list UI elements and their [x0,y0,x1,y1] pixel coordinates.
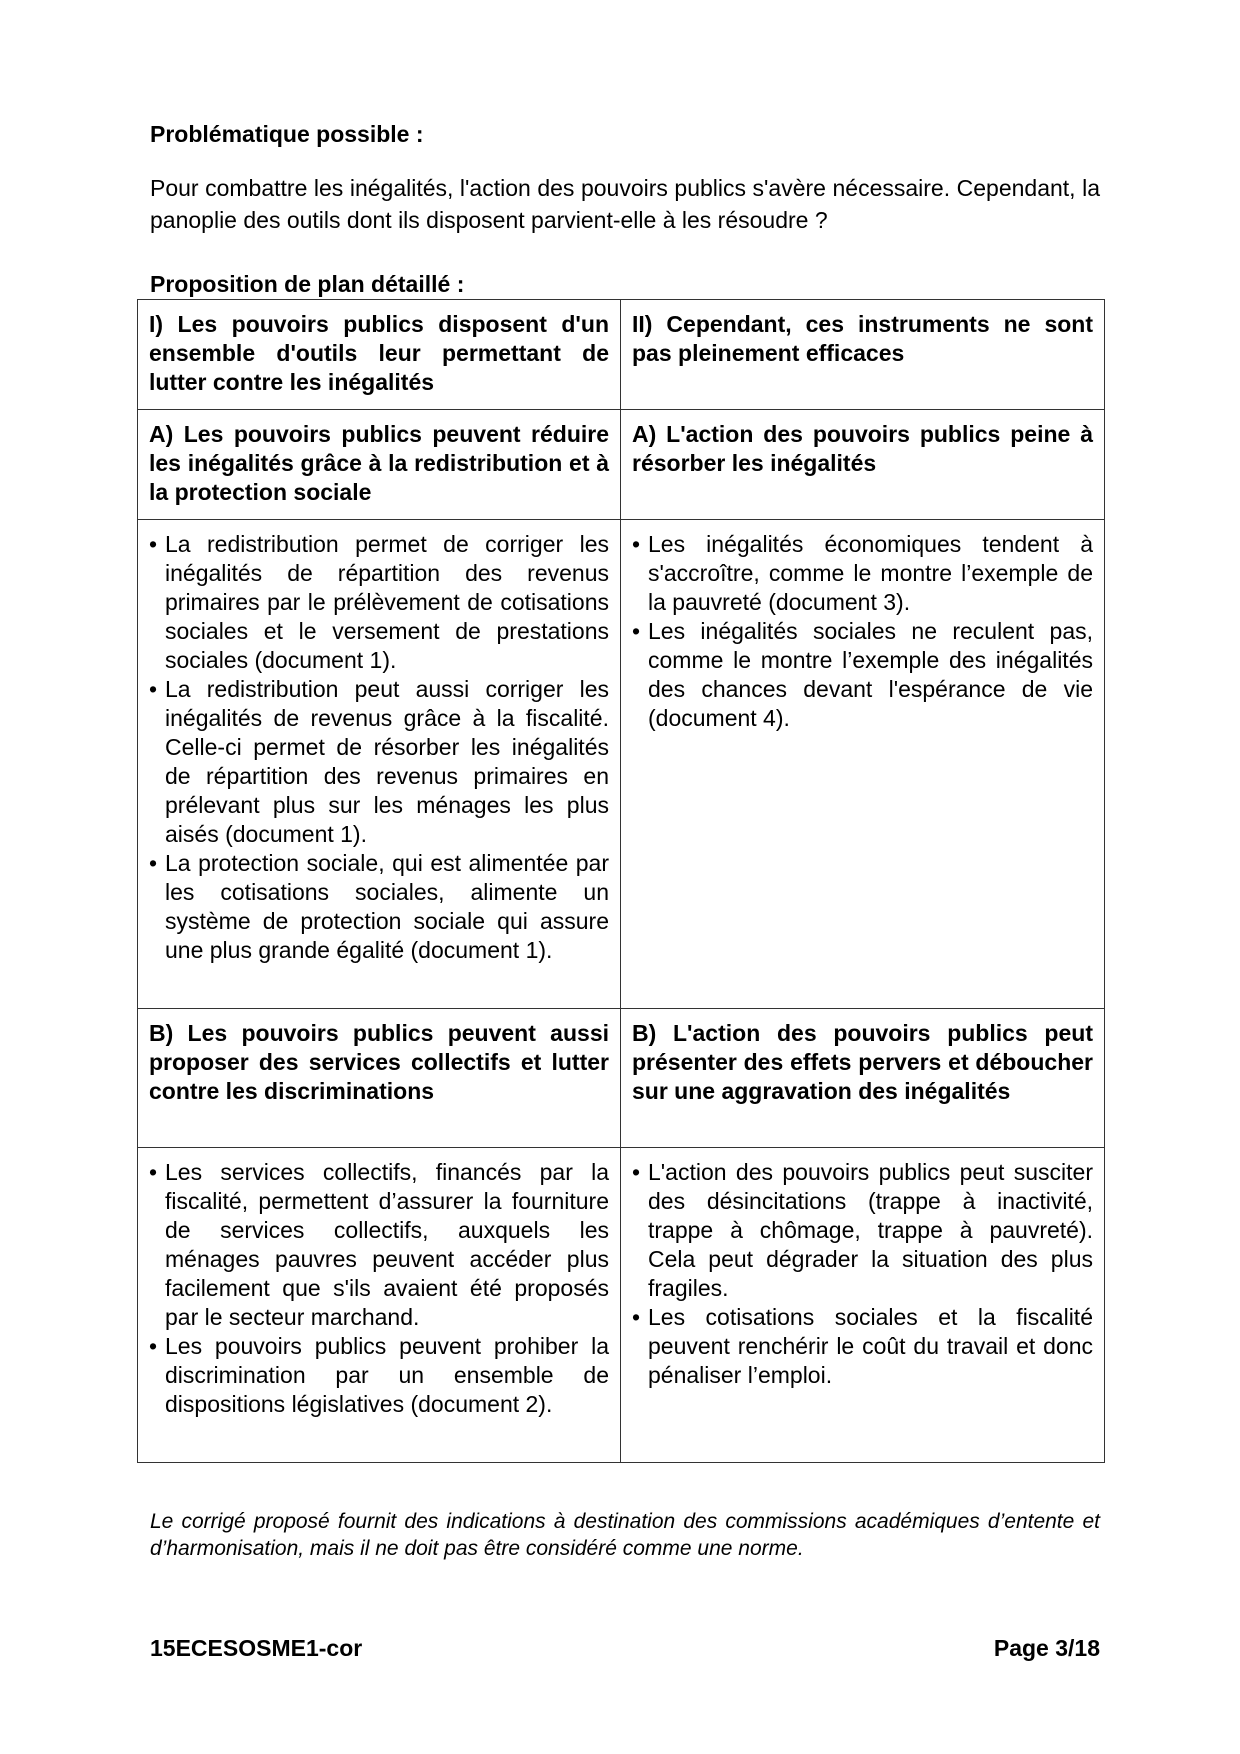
disclaimer-note: Le corrigé proposé fournit des indications à destination des commissions académiques d’entente et d’harmonisation, mais il ne doit pas être considéré comme une norme. [150,1510,1100,1560]
part2-section-b-content [621,1148,1105,1463]
bullet-icon: • [632,531,641,557]
bullet-icon: • [149,850,158,876]
bullet-icon: • [149,1333,158,1359]
problematique-text: Pour combattre les inégalités, l'action des pouvoirs publics s'avère nécessaire. Cependant, la panoplie des outils dont ils disposent parvient-elle à les résoudre ? [150,175,1100,233]
list-item: • La protection sociale, qui est alimentée par les cotisations sociales, alimente un système de protection sociale qui assure une plus grande égalité (document 1). [149,850,609,963]
problematique-heading: Problématique possible : [150,121,424,147]
plan-heading: Proposition de plan détaillé : [150,271,465,297]
part1-section-a-bullets [149,530,609,965]
list-item: • La redistribution permet de corriger les inégalités de répartition des revenus primaires par le prélèvement de cotisations sociales et le versement de prestations sociales (document 1). [149,531,609,673]
part1-section-b-content [138,1148,621,1463]
list-item: • Les services collectifs, financés par la fiscalité, permettent d’assurer la fourniture de services collectifs, auxquels les ménages pauvres peuvent accéder plus facilement que s'ils avaient été proposés par le secteur marchand. [149,1159,609,1330]
part2-section-b-title: B) L'action des pouvoirs publics peut présenter des effets pervers et déboucher sur une aggravation des inégalités [621,1009,1105,1148]
plan-row-section-b-content [138,1148,1105,1463]
list-item: • Les inégalités sociales ne reculent pas, comme le montre l’exemple des inégalités des chances devant l'espérance de vie (document 4). [632,618,1093,731]
bullet-icon: • [632,1304,641,1330]
part1-section-b-bullets [149,1158,609,1419]
part1-section-a-title: A) Les pouvoirs publics peuvent réduire les inégalités grâce à la redistribution et à la protection sociale [138,410,621,520]
list-item: • Les cotisations sociales et la fiscalité peuvent renchérir le coût du travail et donc pénaliser l’emploi. [632,1304,1093,1388]
list-item: • Les inégalités économiques tendent à s'accroître, comme le montre l’exemple de la pauvreté (document 3). [632,531,1093,615]
part1-section-b-title: B) Les pouvoirs publics peuvent aussi proposer des services collectifs et lutter contre les discriminations [138,1009,621,1148]
plan-table [137,299,1105,1463]
plan-row-parts [138,300,1105,410]
list-item: • Les pouvoirs publics peuvent prohiber la discrimination par un ensemble de dispositions législatives (document 2). [149,1333,609,1417]
list-item: • L'action des pouvoirs publics peut susciter des désincitations (trappe à inactivité, trappe à chômage, trappe à pauvreté). Cela peut dégrader la situation des plus fragiles. [632,1159,1093,1301]
list-item: • La redistribution peut aussi corriger les inégalités de revenus grâce à la fiscalité. Celle-ci permet de résorber les inégalités de répartition des revenus primaires en prélevant plus sur les ménages les plus aisés (document 1). [149,676,609,847]
part2-section-a-content [621,520,1105,1009]
bullet-icon: • [149,531,158,557]
part2-title: II) Cependant, ces instruments ne sont pas pleinement efficaces [621,300,1105,410]
plan-row-section-a-titles [138,410,1105,520]
part2-section-b-bullets [632,1158,1093,1390]
footer-code: 15ECESOSME1-cor [150,1635,363,1661]
bullet-icon: • [632,618,641,644]
footer-page-number: Page 3/18 [993,1635,1100,1661]
part1-title: I) Les pouvoirs publics disposent d'un ensemble d'outils leur permettant de lutter contre les inégalités [138,300,621,410]
bullet-icon: • [149,676,158,702]
part2-section-a-title: A) L'action des pouvoirs publics peine à résorber les inégalités [621,410,1105,520]
plan-row-section-a-content [138,520,1105,1009]
plan-row-section-b-titles [138,1009,1105,1148]
part1-section-a-content [138,520,621,1009]
bullet-icon: • [632,1159,641,1185]
part2-section-a-bullets [632,530,1093,733]
bullet-icon: • [149,1159,158,1185]
